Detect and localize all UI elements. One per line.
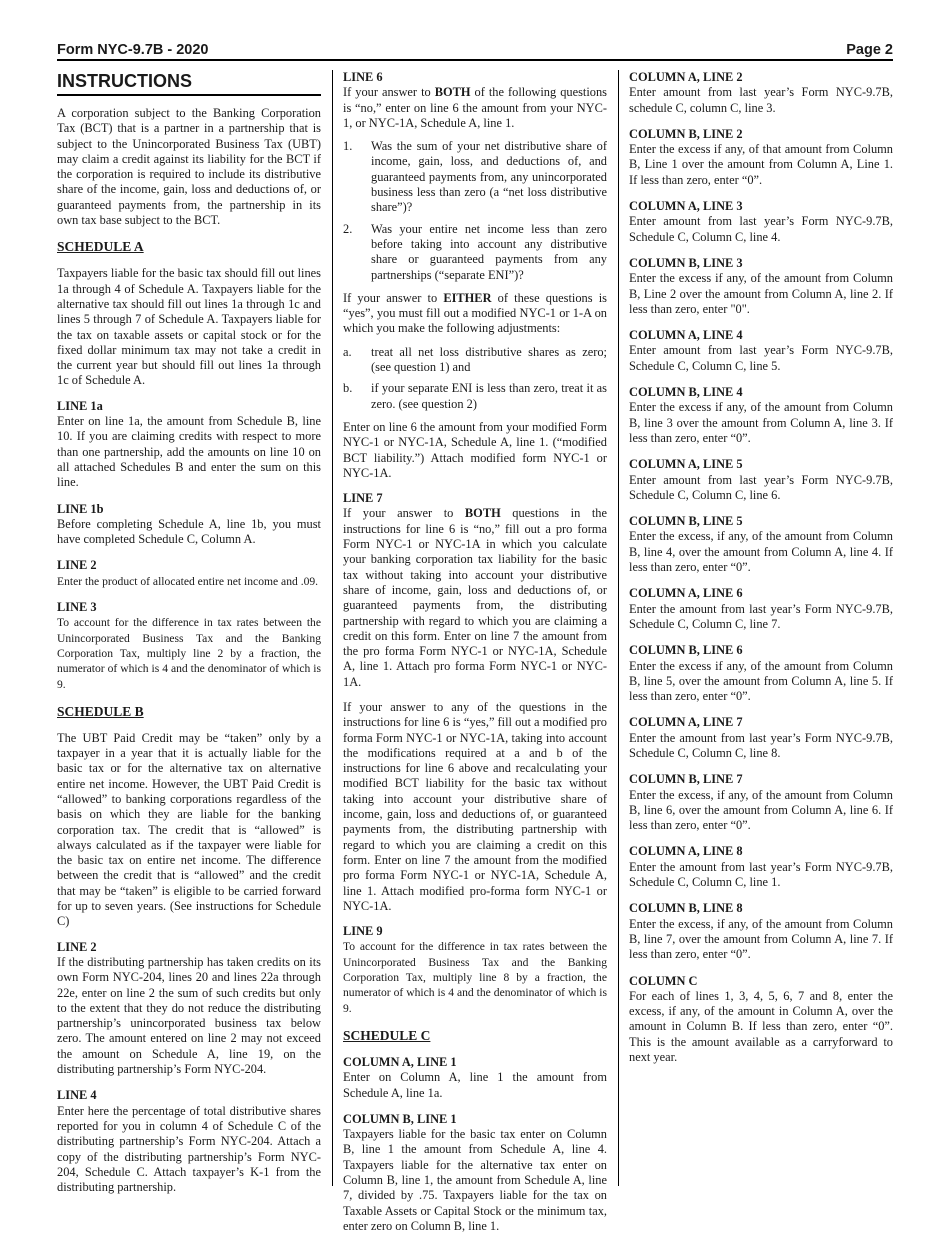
line-7-heading: LINE 7 xyxy=(343,491,383,506)
section-heading: LINE 3 xyxy=(57,600,97,615)
section-line-2 xyxy=(57,558,321,589)
section-text: Enter amount from last year’s Form NYC-9.7B, schedule C, column C, line 3. xyxy=(629,85,893,115)
section-heading: COLUMN A, LINE 1 xyxy=(343,1054,457,1069)
intro-paragraph: A corporation subject to the Banking Corporation Tax (BCT) that is a partner in a partnership that is subject to the Unincorporated Business Tax (UBT) may claim a credit against its liability for the BCT if the corporation is required to include its distributive share of the income, gain, loss and deductions of, or guaranteed payments from, the partnership in its own tax base subject to the BCT. xyxy=(57,106,321,228)
section-text: Enter on line 1a, the amount from Schedule B, line 10. If you are claiming credits with respect to more than one partnership, add the amounts on line 10 on all attached Schedules B and enter the sum on this line. xyxy=(57,414,321,490)
section-text: Enter the excess if any, of the amount from Column B, line 3 over the amount from Column A, line 3. If less than zero, enter “0”. xyxy=(629,400,893,445)
section-col-b-line-5 xyxy=(629,514,893,575)
section-heading: COLUMN A, LINE 5 xyxy=(629,457,743,472)
section-heading: LINE 1b xyxy=(57,501,104,516)
schedule-b-text: The UBT Paid Credit may be “taken” only by a taxpayer in a year that it is actually liable for the basic tax or for the alternative tax on alternative entire net income. However, the UBT Paid Credit is “allowed” to banking corporations regardless of the basis on which they are liable for the banking corporation tax. The credit that is “allowed” is always calculated as if the taxpayer were liable for the basic tax on entire net income. The difference between the credit that is “allowed” and the credit that may be “taken” is eligible to be carried forward for up to seven years. (See instructions for Schedule C) xyxy=(57,730,321,929)
section-heading: COLUMN B, LINE 7 xyxy=(629,772,743,787)
section-text: Enter the excess if any, of the amount from Column B, line 5, over the amount from Column A, line 5. If less than zero, enter “0”. xyxy=(629,658,893,704)
list-item: a. treat all net loss distributive shares as zero; (see question 1) and xyxy=(343,344,607,375)
section-heading: LINE 9 xyxy=(343,924,383,939)
section-heading: COLUMN A, LINE 4 xyxy=(629,328,743,343)
column-divider-2 xyxy=(618,70,619,1186)
section-heading: COLUMN B, LINE 5 xyxy=(629,514,743,529)
section-heading: COLUMN B, LINE 2 xyxy=(629,126,743,141)
line-6-questions xyxy=(343,139,607,283)
section-col-b-line-6 xyxy=(629,643,893,704)
line-6-modified: Enter on line 6 the amount from your modified Form NYC-1 or NYC-1A, Schedule A, line 1. (“modified BCT liability.”) Attach modified form NYC-1 or NYC-1A. xyxy=(343,419,607,480)
section-b-line-4 xyxy=(57,1088,321,1195)
column-3 xyxy=(629,70,893,1076)
section-text: For each of lines 1, 3, 4, 5, 6, 7 and 8, enter the excess, if any, of the amount in Column A, over the amount in Column B. If less than zero, enter “0”. This is the amount available as a carryforward to next year. xyxy=(629,988,893,1065)
section-col-a-line-7 xyxy=(629,715,893,761)
section-col-a-line-5 xyxy=(629,457,893,503)
section-col-a-line-4 xyxy=(629,328,893,374)
section-line-1a xyxy=(57,399,321,491)
section-col-a-line-2 xyxy=(629,70,893,116)
section-heading: COLUMN C xyxy=(629,973,698,988)
column-2 xyxy=(343,70,607,1245)
section-heading: LINE 2 xyxy=(57,558,97,573)
section-text: Enter the excess, if any, of the amount from Column B, line 6, over the amount from Column A, line 6. If less than zero, enter “0”. xyxy=(629,787,893,833)
section-text: Enter the excess if any, of the amount from Column B, Line 2 over the amount from Column A, line 2. If less than zero, enter "0". xyxy=(629,271,893,316)
line-6-heading: LINE 6 xyxy=(343,70,383,84)
section-heading: COLUMN B, LINE 1 xyxy=(343,1111,457,1126)
section-line-3 xyxy=(57,600,321,692)
section-heading: COLUMN B, LINE 4 xyxy=(629,385,743,400)
line-6-adjustments xyxy=(343,345,607,412)
section-text: Enter amount from last year’s Form NYC-9.7B, Schedule C, Column C, line 6. xyxy=(629,472,893,502)
schedule-a-text: Taxpayers liable for the basic tax should fill out lines 1a through 4 of Schedule A. Taxpayers liable for the alternative tax should fill out lines 1a through 1c and lines 5 through 7 of Schedule A. Taxpayers liable for the tax on taxable assets or capital stock or for the fixed dollar minimum tax may not take a credit in the current year but should fill out lines 1a through 1c of Schedule A. xyxy=(57,266,321,388)
section-heading: COLUMN A, LINE 7 xyxy=(629,715,743,730)
section-col-b-line-4 xyxy=(629,385,893,446)
section-col-b-line-2 xyxy=(629,127,893,188)
schedule-a-heading: SCHEDULE A xyxy=(57,239,144,255)
section-heading: COLUMN A, LINE 6 xyxy=(629,586,743,601)
section-b-line-2 xyxy=(57,940,321,1078)
section-text: Enter amount from last year’s Form NYC-9.7B, Schedule C, Column C, line 4. xyxy=(629,214,893,244)
list-item: 2. Was your entire net income less than zero before taking into account any distributive share or guaranteed payments from any partnerships (“separate ENI”)? xyxy=(343,221,607,282)
section-text: If the distributing partnership has taken credits on its own Form NYC-204, lines 20 and lines 22a through 22e, enter on line 2 the sum of such credits but only to the extent that they do not reduce the distributing partnership’s unincorporated business tax below zero. The amount entered on line 2 may not exceed the amount on Schedule A, line 19, on the distributing partnership’s Form NYC-204. xyxy=(57,954,321,1077)
section-heading: COLUMN A, LINE 8 xyxy=(629,844,743,859)
section-text: Before completing Schedule A, line 1b, you must have completed Schedule C, Column A. xyxy=(57,516,321,547)
section-heading: LINE 1a xyxy=(57,398,103,413)
form-title: Form NYC-9.7B - 2020 xyxy=(57,42,209,58)
section-heading: LINE 4 xyxy=(57,1088,97,1103)
section-text: Enter here the percentage of total distributive shares reported for you in column 4 of Schedule C of the distributing partnership’s Form NYC-204. Attach a copy of the distributing partnership’s Form NYC-204, Schedule C. Attach taxpayer’s K-1 from the distributing partnership. xyxy=(57,1103,321,1195)
line-7-any: If your answer to any of the questions in the instructions for line 6 is “yes,” fill out a modified pro forma Form NYC-1 or NYC-1A, taking into account the modifications required at a and b of the instructions for line 6 above and recalculating your modified BCT liability for the basic tax without taking into account your distributive share of income, gain, loss and deductions of, or guaranteed payments from, the distributing partnership with regard to which you are claiming a credit on this form. Enter on line 7 the amount from the modified pro forma Form NYC-1 or NYC-1A, Schedule A, line 1. Attach modified pro-forma form NYC-1 or NYC-1A. xyxy=(343,699,607,913)
section-heading: LINE 2 xyxy=(57,939,97,954)
section-text: Enter the excess if any, of that amount from Column B, Line 1 over the amount from Column A, Line 1. If less than zero, enter “0”. xyxy=(629,142,893,187)
line-6-intro: If your answer to BOTH of the following questions is “no,” enter on line 6 the amount from your NYC-1, or NYC-1A, Schedule A, line 1. xyxy=(343,85,607,130)
section-heading: COLUMN B, LINE 3 xyxy=(629,255,743,270)
section-heading: COLUMN A, LINE 2 xyxy=(629,70,743,84)
list-item: 1. Was the sum of your net distributive share of income, gain, loss, and deductions of, and guaranteed payments from, any unincorporated business less than zero (a “net loss distributive share”)? xyxy=(343,139,607,215)
section-heading: COLUMN B, LINE 6 xyxy=(629,643,743,658)
section-col-a-line-3 xyxy=(629,199,893,245)
schedule-b-heading: SCHEDULE B xyxy=(57,703,144,719)
section-col-a-line-1 xyxy=(343,1055,607,1101)
section-text: Enter the amount from last year’s Form NYC-9.7B, Schedule C, Column C, line 8. xyxy=(629,730,893,760)
schedule-c-heading: SCHEDULE C xyxy=(343,1027,431,1043)
section-text: Enter amount from last year’s Form NYC-9.7B, Schedule C, Column C, line 5. xyxy=(629,343,893,373)
section-text: Enter the excess, if any, of the amount from Column B, line 7, over the amount from Column A, line 7. If less than zero, enter “0”. xyxy=(629,916,893,962)
section-text: Enter the amount from last year’s Form NYC-9.7B, Schedule C, Column C, line 1. xyxy=(629,859,893,890)
section-heading: COLUMN A, LINE 3 xyxy=(629,199,743,214)
section-text: Enter the amount from last year’s Form NYC-9.7B, Schedule C, Column C, line 7. xyxy=(629,601,893,631)
section-col-b-line-8 xyxy=(629,901,893,962)
section-text: To account for the difference in tax rates between the Unincorporated Business Tax and the Banking Corporation Tax, multiply line 2 by a fraction, the numerator of which is 4 and the denominator of which is 9. xyxy=(57,616,321,691)
section-col-c xyxy=(629,974,893,1066)
section-text: Taxpayers liable for the basic tax enter on Column B, line 1 the amount from Schedule A, line 4. Taxpayers liable for the alternative tax enter on Column B, line 1, the amount from Schedule A, line 7, divided by .75. Taxpayers liable for the tax on Taxable Assets or Capital Stock or the minimum tax, enter zero on Column B, line 1. xyxy=(343,1127,607,1233)
section-col-b-line-3 xyxy=(629,256,893,317)
page-number: Page 2 xyxy=(846,42,893,58)
section-col-b-line-7 xyxy=(629,772,893,833)
page-header xyxy=(57,42,893,61)
line-7-both: If your answer to BOTH questions in the instructions for line 6 is “no,” fill out a pro forma Form NYC-1 or NYC-1A in which you calculate your banking corporation tax liability for the basic tax without taking into account your distributive share of income, gain, loss and deductions of, or guaranteed payments from, the distributing partnership with regard to which you are claiming a credit on this form. Enter on line 7 the amount from the pro forma Form NYC-1 or NYC-1A, Schedule A, line 1. Attach pro forma Form NYC-1 or NYC-1A. xyxy=(343,506,607,689)
section-text: Enter the excess, if any, of the amount from Column B, line 4, over the amount from Column A, line 4. If less than zero, enter “0”. xyxy=(629,529,893,575)
column-1 xyxy=(57,70,321,1206)
column-divider-1 xyxy=(332,70,333,1186)
list-item: b. if your separate ENI is less than zero, treat it as zero. (see question 2) xyxy=(343,381,607,411)
section-line-1b xyxy=(57,502,321,548)
section-heading: COLUMN B, LINE 8 xyxy=(629,901,743,916)
section-text: Enter on Column A, line 1 the amount from Schedule A, line 1a. xyxy=(343,1070,607,1100)
section-col-b-line-1 xyxy=(343,1112,607,1234)
section-text: To account for the difference in tax rates between the Unincorporated Business Tax and the Banking Corporation Tax, multiply line 8 by a fraction, the numerator of which is 4 and the denominator of which is 9. xyxy=(343,940,607,1015)
section-line-9 xyxy=(343,924,607,1016)
section-text: Enter the product of allocated entire net income and .09. xyxy=(57,574,319,588)
section-col-a-line-8 xyxy=(629,844,893,890)
instructions-title: INSTRUCTIONS xyxy=(57,70,321,96)
line-6-either: If your answer to EITHER of these questions is “yes”, you must fill out a modified NYC-1 or 1-A on which you make the following adjustments: xyxy=(343,290,607,336)
section-col-a-line-6 xyxy=(629,586,893,632)
